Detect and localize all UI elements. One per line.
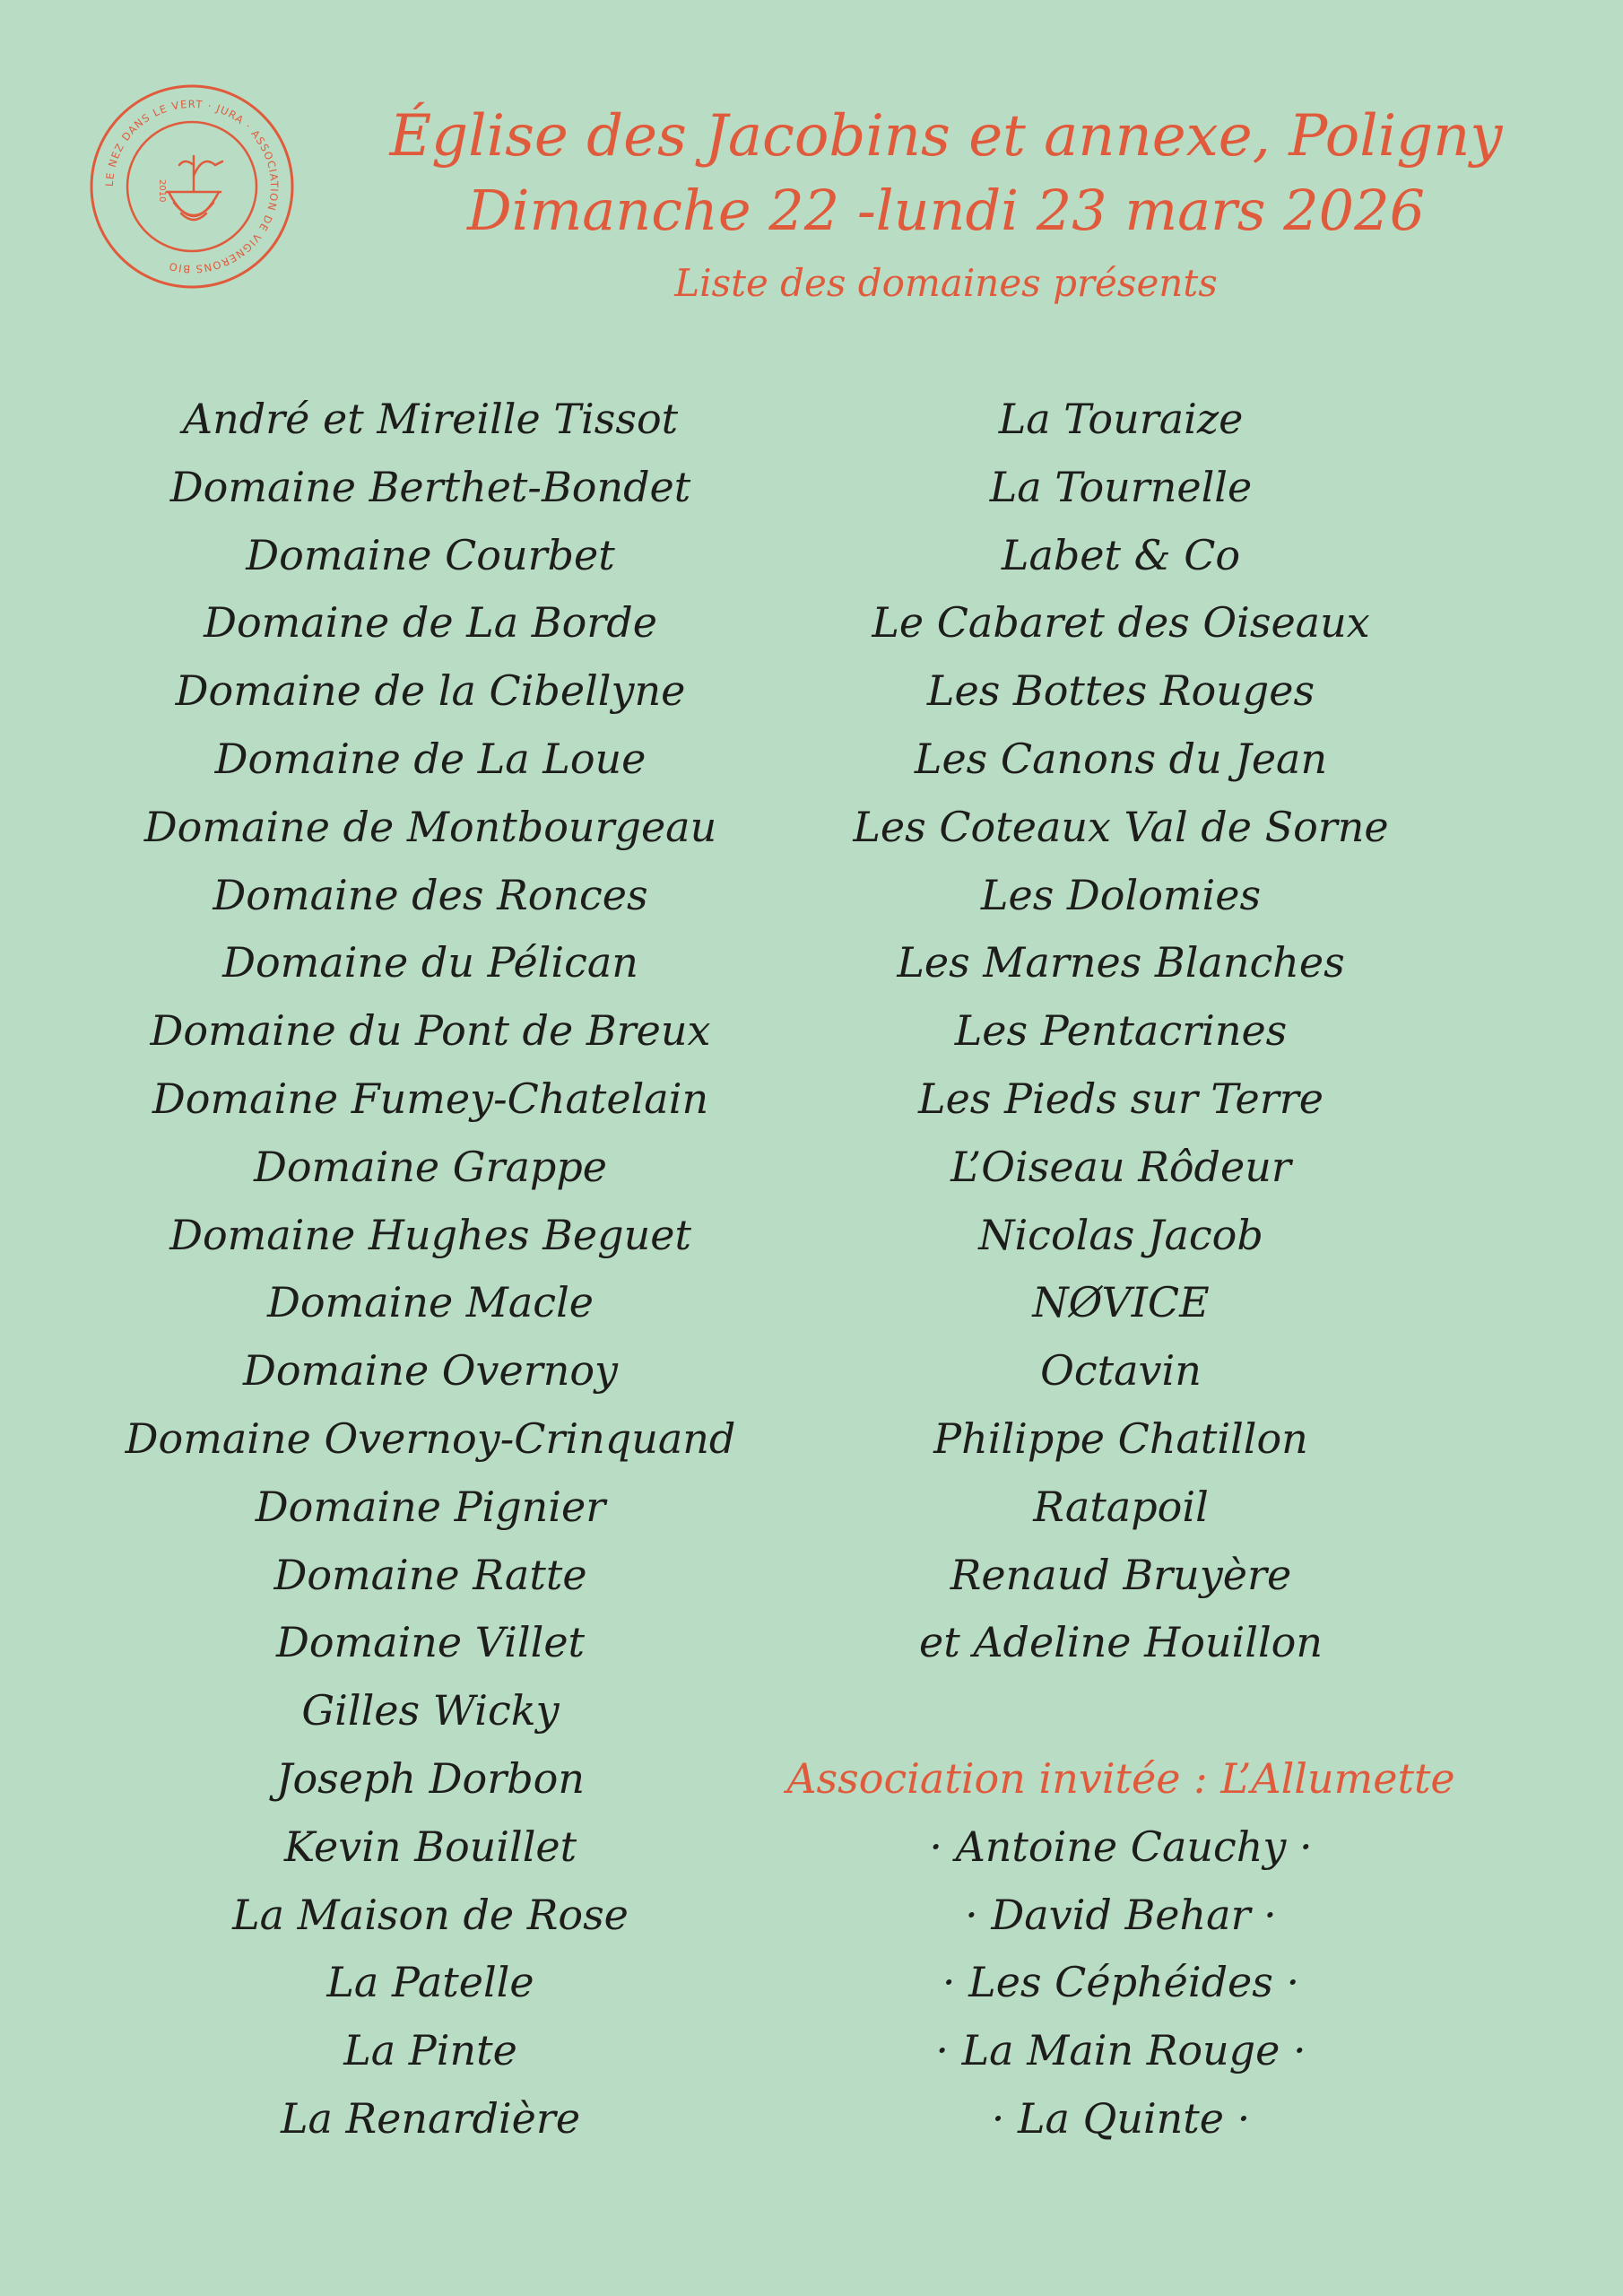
list-item: Les Dolomies (980, 870, 1262, 919)
list-item: Kevin Bouillet (283, 1822, 577, 1871)
list-item: La Touraize (998, 395, 1244, 443)
list-item: Les Pentacrines (954, 1006, 1288, 1056)
list-item: Les Coteaux Val de Sorne (853, 802, 1389, 851)
list-item: NØVICE (1032, 1278, 1210, 1327)
list-item: La Pinte (343, 2026, 517, 2075)
list-item: Domaine de La Borde (204, 598, 657, 648)
list-item: Philippe Chatillon (933, 1413, 1308, 1463)
header (377, 100, 1515, 309)
guest-member: · Les Céphéides · (942, 1958, 1300, 2007)
list-item: La Maison de Rose (232, 1890, 629, 1939)
list-item: Domaine Villet (275, 1618, 586, 1667)
logo-seal-icon (88, 83, 296, 291)
list-item: Domaine Ratte (273, 1550, 587, 1599)
guest-member: · Antoine Cauchy · (929, 1822, 1313, 1871)
guest-member: · La Main Rouge · (935, 2026, 1306, 2075)
list-item: Domaine du Pont de Breux (150, 1006, 711, 1056)
guest-association-title: Association invitée : L’Allumette (786, 1753, 1455, 1803)
list-item: André et Mireille Tissot (182, 395, 679, 443)
list-item: Ratapoil (1033, 1482, 1209, 1531)
list-item: Domaine Pignier (255, 1482, 606, 1531)
domains-list-left (90, 386, 771, 2153)
list-item: et Adeline Houillon (918, 1618, 1323, 1667)
list-item: Renaud Bruyère (950, 1550, 1292, 1599)
list-subtitle: Liste des domaines présents (674, 261, 1218, 305)
list-item: Les Pieds sur Terre (918, 1074, 1324, 1123)
list-item: Joseph Dorbon (276, 1753, 585, 1803)
event-date: Dimanche 22 -lundi 23 mars 2026 (466, 178, 1426, 243)
list-item: Les Canons du Jean (914, 734, 1328, 783)
domains-list-right (771, 386, 1471, 2153)
svg-text:LE NEZ DANS LE VERT · JURA · A (103, 98, 281, 275)
event-title: Église des Jacobins et annexe, Poligny (389, 103, 1503, 170)
list-item: La Tournelle (989, 462, 1253, 511)
list-item: Gilles Wicky (301, 1686, 560, 1735)
guest-member: · David Behar · (965, 1890, 1277, 1939)
list-item: Domaine Macle (266, 1278, 595, 1327)
list-item: Domaine Fumey-Chatelain (152, 1074, 709, 1123)
list-item: Domaine de la Cibellyne (175, 666, 686, 716)
list-item: Domaine de La Loue (214, 734, 647, 783)
list-item: Les Marnes Blanches (897, 938, 1345, 987)
list-item: Domaine des Ronces (213, 870, 648, 919)
list-item: Domaine Hughes Beguet (169, 1210, 691, 1259)
list-item: La Renardière (280, 2093, 581, 2143)
list-item: La Patelle (326, 1958, 534, 2007)
list-item: Domaine Overnoy (242, 1346, 619, 1396)
list-item: Domaine Courbet (246, 530, 615, 579)
spacer (771, 1677, 1471, 1745)
list-item: Les Bottes Rouges (926, 666, 1315, 716)
list-item: Le Cabaret des Oiseaux (872, 598, 1370, 648)
list-item: Nicolas Jacob (978, 1210, 1263, 1259)
list-item: Labet & Co (1001, 530, 1241, 579)
list-item: Domaine du Pélican (222, 938, 638, 987)
list-item: Domaine Grappe (253, 1142, 608, 1191)
list-item: Octavin (1040, 1346, 1202, 1396)
logo-year: 2010 (157, 179, 167, 203)
list-item: Domaine de Montbourgeau (143, 802, 717, 851)
association-logo (88, 83, 296, 291)
logo-ring-text: LE NEZ DANS LE VERT · JURA · ASSOCIATION DE VIGNERONS BIO (102, 97, 282, 276)
list-item: Domaine Berthet-Bondet (169, 462, 691, 511)
guest-member: · La Quinte · (991, 2093, 1251, 2143)
list-item: L’Oiseau Rôdeur (950, 1142, 1291, 1191)
list-item: Domaine Overnoy-Crinquand (125, 1413, 736, 1463)
